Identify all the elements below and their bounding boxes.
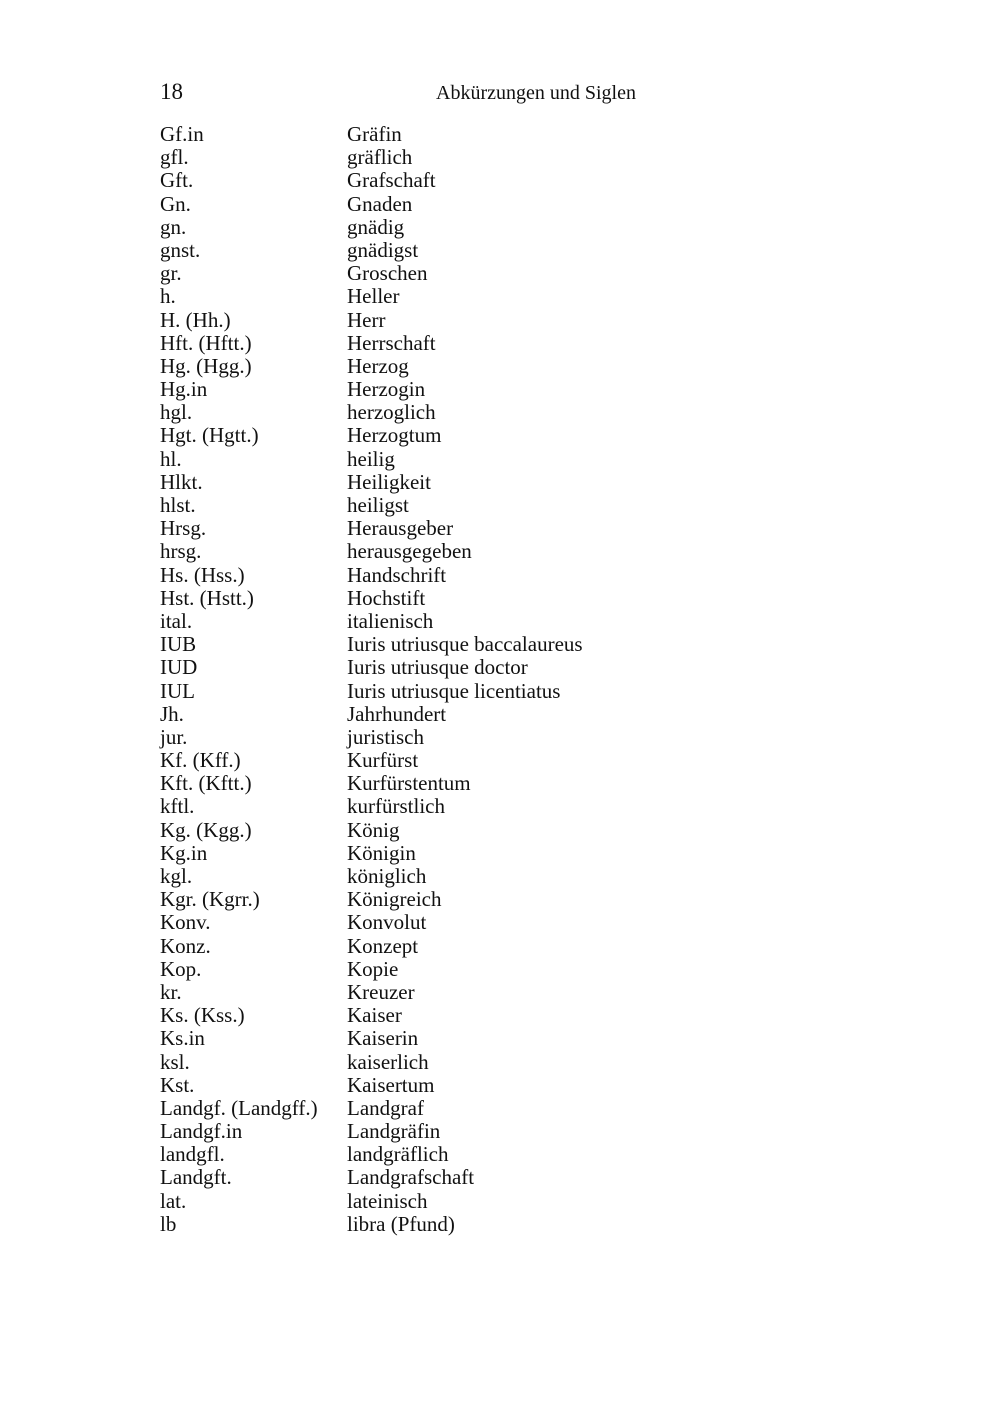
abbreviation-row bbox=[160, 1213, 860, 1236]
abbreviation-term: Gf.in bbox=[160, 122, 204, 146]
abbreviation-term: Kg.in bbox=[160, 840, 208, 865]
abbreviation-term: jur. bbox=[160, 724, 188, 749]
abbreviation-term: Hg.in bbox=[160, 377, 208, 402]
abbreviation-term: Kst. bbox=[160, 1072, 195, 1097]
abbreviation-term: Konz. bbox=[160, 933, 211, 958]
abbreviation-term: ksl. bbox=[160, 1049, 190, 1074]
abbreviation-term: IUD bbox=[160, 655, 198, 680]
abbreviation-row bbox=[160, 332, 860, 355]
abbreviation-term: ital. bbox=[160, 608, 193, 633]
page-number: 18 bbox=[160, 79, 183, 104]
abbreviation-term: Landgft. bbox=[160, 1165, 232, 1190]
abbreviation-term: Konv. bbox=[160, 910, 211, 935]
abbreviation-row bbox=[160, 935, 860, 958]
abbreviation-meaning: Herzog bbox=[347, 353, 409, 378]
abbreviation-meaning: landgräflich bbox=[347, 1142, 449, 1167]
abbreviation-row bbox=[160, 842, 860, 865]
abbreviation-row bbox=[160, 1074, 860, 1097]
abbreviation-term: Hlkt. bbox=[160, 469, 203, 494]
abbreviation-row bbox=[160, 564, 860, 587]
abbreviation-term: Kgr. (Kgrr.) bbox=[160, 887, 260, 912]
abbreviation-meaning: Kreuzer bbox=[347, 979, 415, 1004]
abbreviation-row bbox=[160, 819, 860, 842]
abbreviation-row bbox=[160, 401, 860, 424]
abbreviation-term: Hg. (Hgg.) bbox=[160, 353, 252, 378]
abbreviation-row bbox=[160, 471, 860, 494]
abbreviation-meaning: libra (Pfund) bbox=[347, 1211, 455, 1236]
abbreviation-row bbox=[160, 448, 860, 471]
abbreviation-term: Jh. bbox=[160, 701, 184, 726]
abbreviation-row bbox=[160, 216, 860, 239]
abbreviation-term: kftl. bbox=[160, 794, 195, 819]
running-title: Abkürzungen und Siglen bbox=[436, 82, 636, 104]
abbreviation-row bbox=[160, 795, 860, 818]
abbreviation-term: landgfl. bbox=[160, 1142, 225, 1167]
abbreviation-term: kgl. bbox=[160, 864, 193, 888]
abbreviation-meaning: Kopie bbox=[347, 956, 399, 981]
abbreviation-row bbox=[160, 1120, 860, 1143]
abbreviation-row bbox=[160, 494, 860, 517]
abbreviation-row bbox=[160, 633, 860, 656]
abbreviation-term: hrsg. bbox=[160, 539, 202, 564]
abbreviation-term: Hgt. (Hgtt.) bbox=[160, 423, 259, 448]
abbreviation-term: IUB bbox=[160, 632, 197, 657]
abbreviation-row bbox=[160, 540, 860, 563]
abbreviation-row bbox=[160, 958, 860, 981]
abbreviation-meaning: juristisch bbox=[347, 724, 424, 749]
abbreviation-term: gn. bbox=[160, 214, 187, 239]
abbreviation-term: hlst. bbox=[160, 493, 196, 517]
abbreviation-meaning: Heller bbox=[347, 284, 400, 309]
abbreviation-term: lb bbox=[160, 1211, 177, 1236]
abbreviation-row bbox=[160, 680, 860, 703]
abbreviation-row bbox=[160, 656, 860, 679]
abbreviation-term: Kft. (Kftt.) bbox=[160, 771, 252, 796]
abbreviation-meaning: König bbox=[347, 817, 400, 842]
abbreviation-meaning: Grafschaft bbox=[347, 168, 436, 193]
abbreviation-row bbox=[160, 517, 860, 540]
abbreviation-row bbox=[160, 865, 860, 888]
abbreviation-row bbox=[160, 378, 860, 401]
abbreviation-meaning: Landgrafschaft bbox=[347, 1165, 475, 1190]
abbreviation-meaning: Iuris utriusque baccalaureus bbox=[347, 632, 583, 657]
abbreviation-term: Hs. (Hss.) bbox=[160, 562, 245, 587]
abbreviation-term: Kg. (Kgg.) bbox=[160, 817, 252, 842]
abbreviation-term: hl. bbox=[160, 446, 182, 471]
abbreviation-meaning: Gräfin bbox=[347, 122, 402, 146]
abbreviation-row bbox=[160, 262, 860, 285]
abbreviation-term: Landgf.in bbox=[160, 1119, 243, 1144]
abbreviation-meaning: italienisch bbox=[347, 608, 434, 633]
abbreviation-meaning: Konzept bbox=[347, 933, 419, 958]
abbreviation-term: gr. bbox=[160, 261, 182, 286]
abbreviation-term: H. (Hh.) bbox=[160, 307, 231, 332]
abbreviation-row bbox=[160, 1004, 860, 1027]
abbreviation-term: Kop. bbox=[160, 956, 202, 981]
abbreviation-term: lat. bbox=[160, 1188, 187, 1213]
abbreviation-meaning: Kaisertum bbox=[347, 1072, 435, 1097]
abbreviation-meaning: gräflich bbox=[347, 145, 413, 170]
abbreviation-meaning: königlich bbox=[347, 864, 427, 888]
abbreviation-term: gfl. bbox=[160, 145, 189, 170]
abbreviation-row bbox=[160, 146, 860, 169]
abbreviation-row bbox=[160, 703, 860, 726]
abbreviation-meaning: gnädigst bbox=[347, 237, 419, 262]
abbreviation-meaning: Herzogtum bbox=[347, 423, 442, 448]
abbreviation-meaning: Landgräfin bbox=[347, 1119, 441, 1144]
abbreviation-meaning: Herausgeber bbox=[347, 516, 454, 541]
abbreviation-meaning: Kaiser bbox=[347, 1003, 402, 1028]
abbreviation-term: IUL bbox=[160, 678, 195, 703]
abbreviation-meaning: Jahrhundert bbox=[347, 701, 447, 726]
abbreviation-term: Ks.in bbox=[160, 1026, 205, 1051]
abbreviation-meaning: Groschen bbox=[347, 261, 428, 286]
abbreviation-meaning: Kaiserin bbox=[347, 1026, 419, 1051]
abbreviation-meaning: herzoglich bbox=[347, 400, 436, 425]
abbreviation-row bbox=[160, 1097, 860, 1120]
abbreviation-meaning: Hochstift bbox=[347, 585, 426, 610]
abbreviation-meaning: Heiligkeit bbox=[347, 469, 431, 494]
abbreviation-row bbox=[160, 169, 860, 192]
abbreviation-meaning: heilig bbox=[347, 446, 395, 471]
abbreviation-row bbox=[160, 1143, 860, 1166]
abbreviation-term: Hft. (Hftt.) bbox=[160, 330, 252, 355]
abbreviation-row bbox=[160, 309, 860, 332]
abbreviation-row bbox=[160, 726, 860, 749]
abbreviation-meaning: Herr bbox=[347, 307, 386, 332]
abbreviation-row bbox=[160, 193, 860, 216]
abbreviation-meaning: herausgegeben bbox=[347, 539, 472, 564]
abbreviation-meaning: Herrschaft bbox=[347, 330, 436, 355]
abbreviation-meaning: Landgraf bbox=[347, 1095, 424, 1120]
abbreviation-row bbox=[160, 888, 860, 911]
abbreviation-meaning: heiligst bbox=[347, 493, 409, 517]
abbreviation-term: kr. bbox=[160, 979, 182, 1004]
abbreviation-row bbox=[160, 239, 860, 262]
abbreviation-meaning: kurfürstlich bbox=[347, 794, 445, 819]
abbreviation-meaning: Kurfürst bbox=[347, 748, 419, 773]
abbreviation-row bbox=[160, 981, 860, 1004]
abbreviation-meaning: Handschrift bbox=[347, 562, 447, 587]
abbreviation-meaning: Iuris utriusque licentiatus bbox=[347, 678, 561, 703]
abbreviation-meaning: gnädig bbox=[347, 214, 405, 239]
abbreviation-row bbox=[160, 610, 860, 633]
abbreviation-term: gnst. bbox=[160, 237, 201, 262]
abbreviation-meaning: Herzogin bbox=[347, 377, 426, 402]
abbreviation-term: Kf. (Kff.) bbox=[160, 748, 241, 773]
abbreviation-row bbox=[160, 772, 860, 795]
abbreviation-list bbox=[160, 123, 860, 1236]
abbreviation-meaning: Königreich bbox=[347, 887, 442, 912]
abbreviation-row bbox=[160, 355, 860, 378]
abbreviation-meaning: Iuris utriusque doctor bbox=[347, 655, 528, 680]
abbreviation-term: Hrsg. bbox=[160, 516, 207, 541]
abbreviation-row bbox=[160, 749, 860, 772]
abbreviation-meaning: Gnaden bbox=[347, 191, 413, 216]
abbreviation-meaning: lateinisch bbox=[347, 1188, 428, 1213]
abbreviation-row bbox=[160, 285, 860, 308]
abbreviation-term: Gn. bbox=[160, 191, 191, 216]
abbreviation-row bbox=[160, 424, 860, 447]
abbreviation-row bbox=[160, 1027, 860, 1050]
abbreviation-term: h. bbox=[160, 284, 176, 309]
abbreviation-row bbox=[160, 587, 860, 610]
abbreviation-meaning: kaiserlich bbox=[347, 1049, 429, 1074]
abbreviation-term: Gft. bbox=[160, 168, 194, 193]
abbreviation-term: Ks. (Kss.) bbox=[160, 1003, 245, 1028]
abbreviation-term: hgl. bbox=[160, 400, 193, 425]
abbreviation-term: Hst. (Hstt.) bbox=[160, 585, 254, 610]
abbreviation-row bbox=[160, 1166, 860, 1189]
abbreviation-row bbox=[160, 1190, 860, 1213]
abbreviation-row bbox=[160, 911, 860, 934]
abbreviation-row bbox=[160, 1051, 860, 1074]
abbreviation-meaning: Konvolut bbox=[347, 910, 427, 935]
abbreviation-meaning: Kurfürstentum bbox=[347, 771, 471, 796]
abbreviation-meaning: Königin bbox=[347, 840, 416, 865]
abbreviation-row bbox=[160, 123, 860, 146]
abbreviation-term: Landgf. (Landgff.) bbox=[160, 1095, 318, 1120]
